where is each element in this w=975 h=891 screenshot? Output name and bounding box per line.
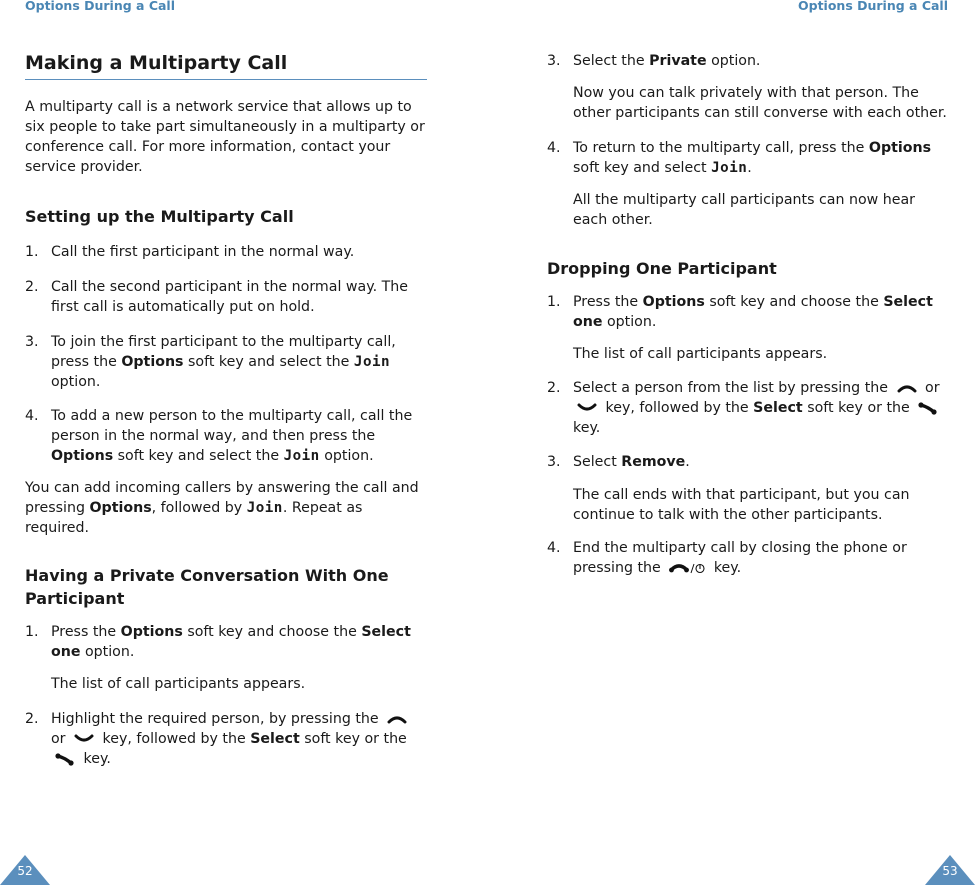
- private-step-1: [25, 622, 427, 662]
- setup-step-1: [25, 242, 427, 262]
- setup-step-3: [25, 332, 427, 392]
- private-step-3-note: Now you can talk privately with that person. The other participants can still converse with each other.: [573, 85, 947, 121]
- setup-step-4: [25, 406, 427, 466]
- send-key-icon: [917, 401, 939, 415]
- step-text: Highlight the required person, by pressing the or key, followed by the Select soft key or the key.: [51, 711, 407, 767]
- section-title: Making a Multiparty Call: [25, 50, 427, 80]
- step-number: 1.: [547, 294, 561, 310]
- page-number-tab-right: [925, 853, 975, 885]
- step-number: 4.: [25, 408, 39, 424]
- scroll-down-key-icon: [73, 733, 95, 745]
- step-number: 4.: [547, 540, 561, 556]
- join-term: Join: [353, 354, 391, 370]
- step-number: 2.: [547, 380, 561, 396]
- step-text: Select a person from the list by pressing the or key, followed by the Select soft key or the key.: [573, 380, 940, 436]
- dropping-step-2: [547, 378, 947, 438]
- setup-note: You can add incoming callers by answering the call and pressing Options, followed by Join. Repeat as required.: [25, 480, 419, 536]
- private-step-4: [547, 138, 947, 178]
- step-text: Press the Options soft key and choose the Select one option.: [573, 294, 933, 330]
- step-number: 2.: [25, 711, 39, 727]
- step-number: 4.: [547, 140, 561, 156]
- scroll-up-key-icon: [896, 382, 918, 394]
- private-step-2: [25, 709, 427, 769]
- select-term: Select: [753, 400, 803, 416]
- private-step-1-note: The list of call participants appears.: [51, 676, 306, 692]
- select-one-term: Select one: [573, 294, 933, 330]
- step-text: To join the first participant to the multiparty call, press the Options soft key and select the Join option.: [51, 334, 396, 390]
- private-term: Private: [649, 53, 707, 69]
- options-term: Options: [868, 140, 932, 156]
- intro-paragraph: A multiparty call is a network service that allows up to six people to take part simultaneously in a multiparty or conference call. For more information, contact your service provider.: [25, 99, 425, 175]
- running-head-left: Options During a Call: [25, 0, 175, 13]
- step-number: 3.: [25, 334, 39, 350]
- step-number: 3.: [547, 53, 561, 69]
- private-step-3: [547, 51, 947, 71]
- right-page-content: [547, 50, 947, 578]
- setup-step-2: [25, 277, 427, 317]
- dropping-step-1: [547, 292, 947, 332]
- step-text: Press the Options soft key and choose the Select one option.: [51, 624, 411, 660]
- end-power-key-icon: [668, 561, 706, 575]
- private-step-4-note: All the multiparty call participants can now hear each other.: [573, 192, 916, 228]
- dropping-heading: Dropping One Participant: [547, 259, 777, 278]
- join-term: Join: [246, 500, 283, 516]
- step-number: 2.: [25, 279, 39, 295]
- step-number: 1.: [25, 244, 39, 260]
- step-text: Call the first participant in the normal way.: [51, 244, 355, 260]
- options-term: Options: [51, 448, 114, 464]
- private-heading: Having a Private Conversation With One Participant: [25, 566, 389, 608]
- join-term: Join: [283, 448, 320, 464]
- page-number-left: 52: [17, 864, 33, 878]
- send-key-icon: [54, 752, 76, 766]
- remove-term: Remove: [621, 454, 686, 470]
- scroll-up-key-icon: [386, 713, 408, 725]
- options-term: Options: [642, 294, 705, 310]
- options-term: Options: [89, 500, 152, 516]
- step-text: Select the Private option.: [573, 53, 761, 69]
- select-term: Select: [250, 731, 300, 747]
- options-term: Options: [121, 354, 184, 370]
- step-number: 3.: [547, 454, 561, 470]
- dropping-step-3-note: The call ends with that participant, but you can continue to talk with the other participants.: [573, 487, 910, 523]
- step-number: 1.: [25, 624, 39, 640]
- step-text: Select Remove.: [573, 454, 690, 470]
- select-one-term: Select one: [51, 624, 411, 660]
- step-text: Call the second participant in the normal way. The first call is automatically put on hold.: [51, 279, 408, 315]
- step-text: To add a new person to the multiparty call, call the person in the normal way, and then press the Options soft key and select the Join option.: [51, 408, 413, 464]
- page-number-right: 53: [942, 864, 958, 878]
- dropping-step-4: [547, 538, 947, 578]
- page-number-tab-left: [0, 853, 50, 885]
- left-page-content: [25, 50, 427, 769]
- running-head-right: Options During a Call: [798, 0, 948, 13]
- step-text: End the multiparty call by closing the phone or pressing the key.: [573, 540, 907, 576]
- step-text: To return to the multiparty call, press the Options soft key and select Join.: [573, 140, 932, 176]
- scroll-down-key-icon: [576, 402, 598, 414]
- dropping-step-3: [547, 452, 947, 472]
- join-term: Join: [711, 160, 748, 176]
- setup-heading: Setting up the Multiparty Call: [25, 207, 294, 226]
- options-term: Options: [120, 624, 183, 640]
- dropping-step-1-note: The list of call participants appears.: [573, 346, 828, 362]
